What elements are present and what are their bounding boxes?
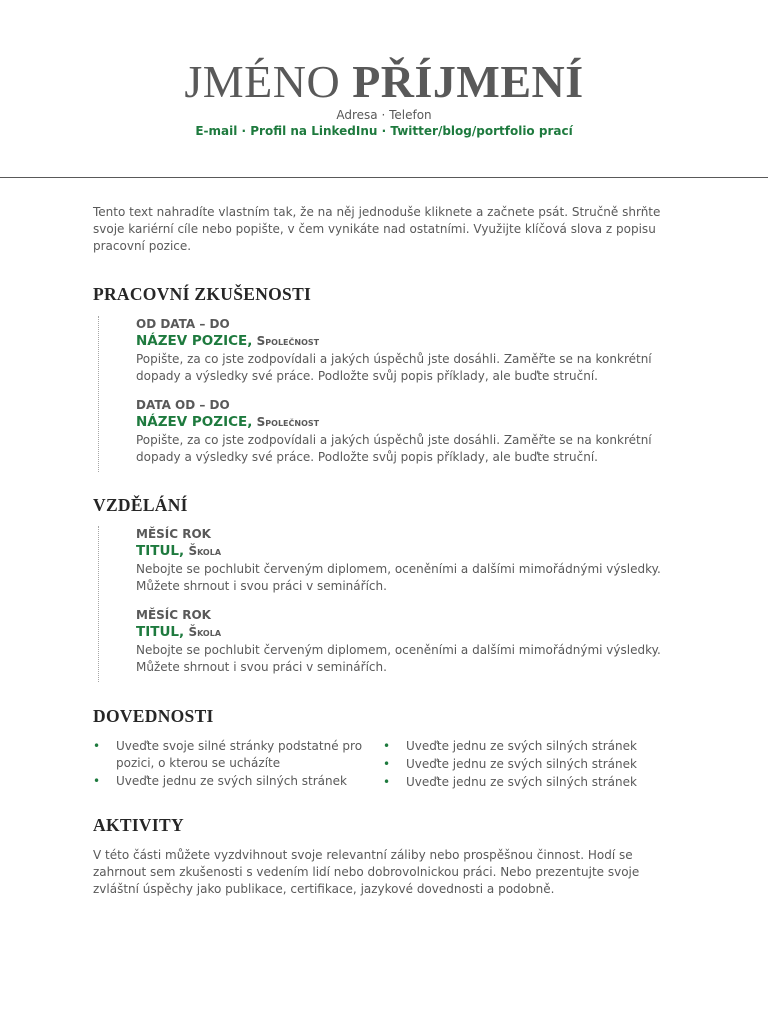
education-list xyxy=(98,526,678,682)
education-entry xyxy=(99,526,678,595)
entry-org: Společnost xyxy=(256,334,320,348)
last-name: PŘÍJMENÍ xyxy=(352,56,584,107)
experience-heading: PRACOVNÍ ZKUŠENOSTI xyxy=(93,284,312,304)
entry-description: Nebojte se pochlubit červeným diplomem, oceněními a dalšími mimořádnými výsledky. Můžete shrnout i svou práci v seminářích. xyxy=(136,643,661,674)
bullet-icon: • xyxy=(383,775,391,789)
skills-heading: DOVEDNOSTI xyxy=(93,706,214,726)
entry-title: TITUL, xyxy=(136,543,185,559)
bullet-icon: • xyxy=(383,739,391,753)
education-entry xyxy=(99,607,678,676)
skills-column-left xyxy=(93,738,383,792)
entry-date: MĚSÍC ROK xyxy=(136,608,211,622)
entry-title: TITUL, xyxy=(136,624,185,640)
entry-description: Nebojte se pochlubit červeným diplomem, oceněními a dalšími mimořádnými výsledky. Můžete shrnout i svou práci v seminářích. xyxy=(136,562,661,593)
skill-item: • Uveďte jednu ze svých silných stránek xyxy=(93,774,347,788)
entry-role xyxy=(136,413,678,432)
entry-date: OD DATA – DO xyxy=(136,317,230,331)
bullet-icon: • xyxy=(93,739,101,753)
entry-date: MĚSÍC ROK xyxy=(136,527,211,541)
entry-role xyxy=(136,332,678,351)
skills-column-right xyxy=(383,738,673,792)
skill-item: • Uveďte jednu ze svých silných stránek xyxy=(383,739,637,753)
resume-header xyxy=(0,0,768,178)
entry-date: DATA OD – DO xyxy=(136,398,230,412)
skill-item: • Uveďte svoje silné stránky podstatné pro pozici, o kterou se ucházíte xyxy=(93,739,363,770)
bullet-icon: • xyxy=(383,757,391,771)
entry-role xyxy=(136,542,678,561)
entry-org: Škola xyxy=(188,544,222,558)
skill-item: • Uveďte jednu ze svých silných stránek xyxy=(383,757,637,771)
skills-list xyxy=(93,738,673,792)
entry-description: Popište, za co jste zodpovídali a jakých úspěchů jste dosáhli. Zaměřte se na konkrétní dopady a výsledky své práce. Podložte svůj popis příklady, ale buďte struční. xyxy=(136,352,652,383)
entry-title: NÁZEV POZICE, xyxy=(136,333,253,349)
entry-role xyxy=(136,623,678,642)
entry-title: NÁZEV POZICE, xyxy=(136,414,253,430)
first-name: JMÉNO xyxy=(184,56,341,107)
entry-org: Společnost xyxy=(256,415,320,429)
full-name xyxy=(0,56,768,108)
bullet-icon: • xyxy=(93,774,101,788)
activities-paragraph: V této části můžete vyzdvihnout svoje relevantní záliby nebo prospěšnou činnost. Hodí se zahrnout sem zkušenosti s vedením lidí nebo dobrovolnickou práci. Nebo prezentujte svoje zvláštní úspěchy jako publikace, certifikace, jazykové dovednosti a podobně. xyxy=(93,848,640,896)
address-phone: Adresa · Telefon xyxy=(336,108,432,122)
skill-item: • Uveďte jednu ze svých silných stránek xyxy=(383,775,637,789)
entry-org: Škola xyxy=(188,625,222,639)
experience-list xyxy=(98,316,678,472)
intro-paragraph: Tento text nahradíte vlastním tak, že na něj jednoduše kliknete a začnete psát. Stručně shrňte svoje kariérní cíle nebo popište, v čem vynikáte nad ostatními. Využijte klíčová slova z popisu pracovní pozice. xyxy=(93,205,661,253)
experience-entry xyxy=(99,316,678,385)
contact-links[interactable]: E-mail · Profil na LinkedInu · Twitter/blog/portfolio prací xyxy=(195,124,573,138)
activities-heading: AKTIVITY xyxy=(93,815,184,835)
education-heading: VZDĚLÁNÍ xyxy=(93,495,188,515)
entry-description: Popište, za co jste zodpovídali a jakých úspěchů jste dosáhli. Zaměřte se na konkrétní dopady a výsledky své práce. Podložte svůj popis příklady, ale buďte struční. xyxy=(136,433,652,464)
experience-entry xyxy=(99,397,678,466)
